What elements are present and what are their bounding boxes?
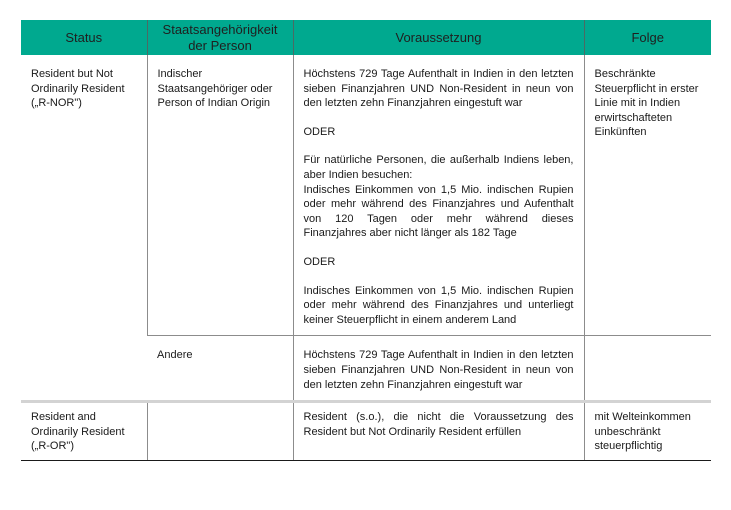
table-row — [21, 402, 711, 461]
header-status: Status — [21, 20, 147, 55]
residency-status-table — [21, 20, 711, 461]
or-separator: ODER — [303, 125, 336, 138]
cell-condition-other: Höchstens 729 Tage Aufenthalt in Indien in den letzten sieben Finanzjahren UND Non-Resident in neun von den letzten zehn Finanzjahren eingestuft war — [293, 336, 584, 402]
header-condition: Voraussetzung — [293, 20, 584, 55]
cell-citizenship-ror — [147, 402, 293, 461]
cell-citizenship-other: Andere — [147, 336, 293, 402]
table-header — [21, 20, 711, 55]
condition-text — [304, 153, 574, 241]
condition-intro: Für natürliche Personen, die außerhalb Indiens leben, aber Indien besuchen: — [303, 154, 574, 181]
cell-condition-indian — [293, 55, 584, 336]
cell-consequence-ror: mit Welteinkommen unbeschränkt steuerpflichtig — [584, 402, 711, 461]
cell-consequence-rnor: Beschränkte Steuerpflicht in erster Linie mit in Indien erwirtschafteten Einkünften — [584, 55, 711, 336]
or-separator: ODER — [303, 255, 336, 268]
table-row — [21, 55, 711, 336]
cell-status-ror: Resident and Ordinarily Resident („R-OR") — [21, 402, 147, 461]
table-body — [21, 55, 711, 460]
condition-detail: Indisches Einkommen von 1,5 Mio. indischen Rupien oder mehr während des Finanzjahres und Aufenthalt von 120 Tagen oder mehr während dieses Finanzjahres aber nicht länger als 182 Tage — [303, 183, 574, 240]
header-citizenship: Staatsangehörigkeit der Person — [147, 20, 293, 55]
cell-citizenship-indian: Indischer Staatsangehöriger oder Person of Indian Origin — [147, 55, 293, 336]
cell-status-rnor: Resident but Not Ordinarily Resident („R-NOR") — [31, 68, 125, 110]
condition-text: Indisches Einkommen von 1,5 Mio. indischen Rupien oder mehr während des Finanzjahres und unterliegt keiner Steuerpflicht in einem anderem Land — [303, 284, 574, 326]
header-consequence: Folge — [584, 20, 711, 55]
header-row — [21, 20, 711, 55]
condition-text: Höchstens 729 Tage Aufenthalt in Indien in den letzten sieben Finanzjahren UND Non-Resident in neun von den letzten zehn Finanzjahren eingestuft war — [303, 68, 574, 110]
cell-condition-ror: Resident (s.o.), die nicht die Voraussetzung des Resident but Not Ordinarily Resident erfüllen — [293, 402, 584, 461]
cell-consequence-other — [584, 336, 711, 402]
